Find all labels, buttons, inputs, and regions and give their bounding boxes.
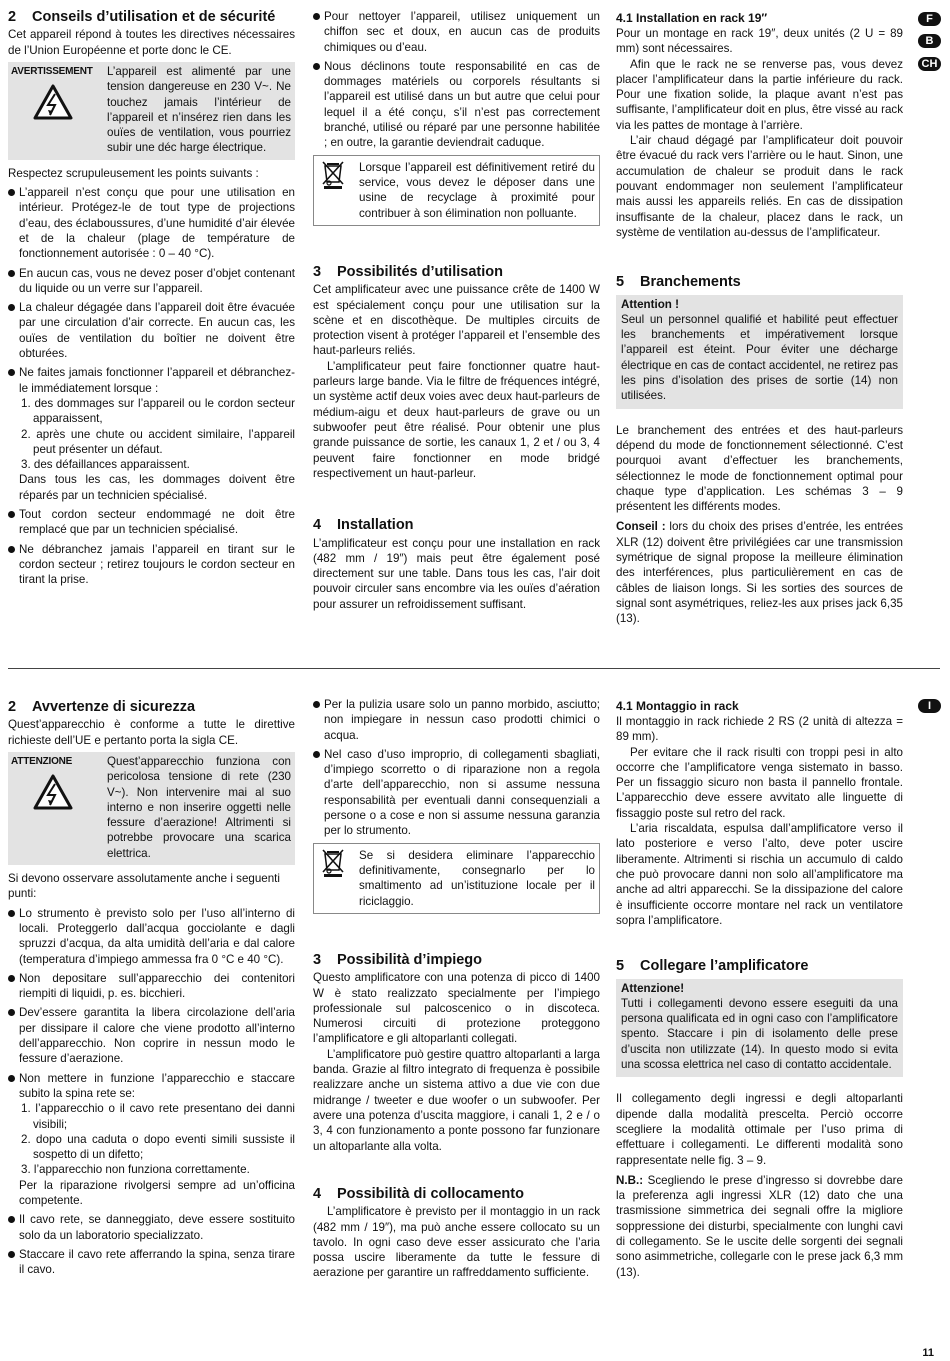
fr-section-4-heading: 4 Installation (313, 517, 414, 534)
fr-s5-p1: Le branchement des entrées et des haut-parleurs dépend du mode de fonctionnement sélectionné. C’est pourquoi avant d’effectuer les branchements, sélectionnez le mode de fonctionnement optimal pour chaque type d’application. Les schémas 3 – 9 présentent les différents modes. (616, 423, 903, 514)
crossed-bin-icon (321, 160, 345, 190)
list-item: Dev’essere garantita la libera circolazione dell’aria per dissipare il calore che viene prodotto all’interno dell’apparecchio. Non coprire in nessun modo le fessure d’aerazione. (8, 1005, 295, 1066)
it-s41-p1: Il montaggio in rack richiede 2 RS (2 unità di altezza = 89 mm). (616, 715, 903, 744)
it-section-5-heading: 5 Collegare l’amplificatore (616, 958, 809, 975)
fr-recycling-text: Lorsque l’appareil est définitivement retiré du service, vous devez le déposer dans une usine de recyclage à proximité pour contribuer à son élimination non polluante. (359, 160, 595, 220)
list-item: Lo strumento è previsto solo per l’uso all’interno di locali. Proteggerlo dall’acqua gocciolante e dagli spruzzi d’acqua, da alta umidità dell’aria e dal calore (temperatura d’impiego ammessa fra 0 °C e 40 °C). (8, 906, 295, 967)
fr-section-5-heading: 5 Branchements (616, 274, 741, 291)
fr-section-4-1-heading: 4.1 Installation en rack 19″ (616, 11, 768, 25)
fr-column-2 (313, 9, 600, 612)
it-s2-intro: Quest’apparecchio è conforme a tutte le direttive richieste dell’UE e pertanto porta la sigla CE. (8, 718, 295, 747)
lang-tab-b: B (918, 34, 941, 48)
it-column-2 (313, 697, 600, 1281)
fr-section-2-heading: 2 Conseils d’utilisation et de sécurité (8, 9, 276, 25)
list-item: Ne faites jamais fonctionner l’appareil et débranchez-le immédiatement lorsque : 1. des dommages sur l’appareil ou le cordon secteur apparaissent, 2. après une chute ou accident similaire, l’appareil peut présenter un défaut. 3. des défaillances apparaissent. Dans tous les cas, les dommages doivent être réparés par un technicien spécialisé. (8, 365, 295, 503)
fr-recycling-box (313, 155, 600, 226)
lang-tab-f: F (918, 12, 941, 26)
fr-column-3 (616, 11, 903, 626)
list-item: Non depositare sull’apparecchio dei contenitori riempiti di liquidi, p. es. bicchieri. (8, 971, 295, 1002)
it-s5-p1: Il collegamento degli ingressi e degli altoparlanti dipende dalla modalità prescelta. Perciò occorre scegliere la modalità ottimale per l’uso prima di effettuare i collegamenti. Le differenti modalità sono rappresentate nelle fig. 3 – 9. (616, 1092, 903, 1167)
fr-warning-box (8, 62, 295, 160)
it-s2-lead: Si devono osservare assolutamente anche i seguenti punti: (8, 872, 280, 901)
fr-warning-label: AVERTISSEMENT (11, 65, 93, 77)
it-s41-p2: Per evitare che il rack risulti con troppi pesi in alto occorre che l’amplificatore venga sistemato in basso. Per un fissaggio sicuro non basta il pannello frontale. L’apparecchio deve essere avvitato alle linguette di fissaggio poste sul retro del rack. (616, 745, 903, 820)
it-column-1 (8, 699, 295, 1281)
fr-column-1 (8, 9, 295, 591)
it-recycling-box (313, 843, 600, 914)
lang-tab-i: I (918, 699, 941, 713)
list-item: Pour nettoyer l’appareil, utilisez uniquement un chiffon sec et doux, en aucun cas de produits chimiques ou d’eau. (313, 9, 600, 55)
fr-s3-p2: L’amplificateur peut faire fonctionner quatre haut-parleurs large bande. Via le filtre de fréquences intégré, un système actif deux voies avec deux haut-parleurs de médium-aigu et deux haut-parleurs de grave ou un subwoofer peut être réalisé. Pour obtenir une plus grande puissance de sortie, les canaux 1, 2 et / ou 3, 4 peuvent faire fonctionner en mode bridgé respectivement un haut-parleur. (313, 359, 600, 480)
fr-safety-list-cont (313, 9, 600, 151)
it-sub-list: 1. l’apparecchio o il cavo rete presentano dei danni visibili; 2. dopo una caduta o dopo eventi simili sussiste il sospetto di un difetto; 3. l’apparecchio non funziona correttamente. Per la riparazione rivolgersi sempre ad un’officina competente. (19, 1102, 295, 1207)
fr-sub-list: 1. des dommages sur l’appareil ou le cordon secteur apparaissent, 2. après une chute ou accident similaire, l’appareil peut présenter un défaut. 3. des défaillances apparaissent. Dans tous les cas, les dommages doivent être réparés par un technicien spécialisé. (19, 396, 295, 502)
it-warning-label: ATTENZIONE (11, 755, 73, 767)
fr-section-3-heading: 3 Possibilités d’utilisation (313, 263, 503, 280)
fr-safety-list (8, 185, 295, 587)
it-safety-list-cont (313, 697, 600, 839)
it-warning-box (8, 752, 295, 865)
it-s3-p1: Questo amplificatore con una potenza di picco di 1400 W è stato realizzato specialmente per l’impiego professionale sul palcoscenico o in discoteca. Numerosi circuiti di protezione proteggono l’amplificatore e gli altoparlanti collegati. (313, 971, 600, 1046)
list-item: Per la pulizia usare solo un panno morbido, asciutto; non impiegare in nessun caso prodotti chimici o acqua. (313, 697, 600, 743)
list-item: L’appareil n’est conçu que pour une utilisation en intérieur. Protégez-le de tout type de projections d’eau, des éclaboussures, d’une humidité d’air élevée et de la chaleur (plage de température de fonctionnement autorisée : 0 – 40 °C). (8, 185, 295, 261)
it-attention-label: Attenzione! (621, 981, 685, 995)
crossed-bin-icon (321, 848, 345, 878)
fr-s3-p1: Cet amplificateur avec une puissance crête de 1400 W est spécialement conçu pour une utilisation sur la scène et en discothèque. De multiples circuits de protection visent à protéger l’appareil et l’ensemble des haut-parleurs reliés. (313, 283, 600, 358)
list-item: Nel caso d’uso improprio, di collegamenti sbagliati, d’impiego scorretto o di riparazione non a regola d’arte dell’apparecchio, non si assume nessuna responsabilità per eventuali danni consequenziali a persone o a cose e non si assume nessuna garanzia per lo strumento. (313, 747, 600, 839)
it-section-2-heading: 2 Avvertenze di sicurezza (8, 699, 196, 715)
it-s3-p2: L’amplificatore può gestire quattro altoparlanti a larga banda. Grazie al filtro integrato di frequenza è possibile realizzare anche un sistema attivo a due vie con due midrange / tweeter e due woofer o un subwoofer. Per avere una potenza d’uscita maggiore, i canali 1, 2 e / o 3, 4 con funzionamento a ponte possono far funzionare un altoparlante alla volta. (313, 1047, 600, 1153)
fr-s4-p1: L’amplificateur est conçu pour une installation en rack (482 mm / 19″) mais peut être également posé directement sur une table. Dans tous les cas, l’air doit pouvoir circuler sans encombre via les ouïes d’aération pour assurer un refroidissement suffisant. (313, 536, 600, 611)
it-column-3 (616, 699, 903, 1280)
list-item: Non mettere in funzione l’apparecchio e staccare subito la spina rete se: 1. l’apparecchio o il cavo rete presentano dei danni visibili; 2. dopo una caduta o dopo eventi simili sussiste il sospetto di un difetto; 3. l’apparecchio non funziona correttamente. Per la riparazione rivolgersi sempre ad un’officina competente. (8, 1071, 295, 1209)
list-item: Ne débranchez jamais l’appareil en tirant sur le cordon secteur ; retirez toujours le cordon secteur en tirant la prise. (8, 542, 295, 588)
fr-s41-p2: Afin que le rack ne se renverse pas, vous devez placer l’amplificateur dans la partie inférieure du rack. Pour une fixation solide, la plaque avant n’est pas suffisante, l’amplificateur doit en plus, être vissé au rack via les pattes de montage à l’arrière. (616, 57, 903, 132)
page-number: 11 (922, 1347, 934, 1359)
it-recycling-text: Se si desidera eliminare l’apparecchio definitivamente, consegnarlo per lo smaltimento ad un’istituzione locale per il riciclaggio. (359, 848, 595, 908)
list-item: Il cavo rete, se danneggiato, deve essere sostituito solo da un laboratorio specializzato. (8, 1212, 295, 1243)
it-safety-list (8, 906, 295, 1278)
it-s5-nb: N.B.: Scegliendo le prese d’ingresso si dovrebbe dare la preferenza agli ingressi XLR (12) dato che una trasmissione simmetrica dei segnali offre la migliore soppressione dei disturbi, specialmente con lunghi cavi di collegamento. Se le uscite delle sorgenti dei segnali sono asimmetriche, collegarle con le prese jack 6,3 mm (13). (616, 1173, 903, 1279)
list-item: Nous déclinons toute responsabilité en cas de dommages matériels ou corporels résultants si l’appareil est utilisé dans un but autre que celui pour lequel il a été conçu, s’il n’est pas correctement branché, utilisé ou réparé par une personne habilitée ; en outre, la garantie deviendrait caduque. (313, 59, 600, 151)
it-s41-p3: L’aria riscaldata, espulsa dall’amplificatore verso il lato posteriore e verso l’alto, deve poter uscire liberamente. Altrimenti si rischia un accumulo di caldo che può provocare danni non solo all’amplificatore ma anche ad altri apparecchi. Se la dissipazione del calore è insufficiente occorre montare nel rack un ventilatore sopra l’amplificatore. (616, 822, 903, 927)
lang-tab-ch: CH (918, 57, 941, 71)
it-s4-p1: L’amplificatore è previsto per il montaggio in un rack (482 mm / 19″), ma può anche essere collocato su un tavolo. In ogni caso deve esser assicurato che l’aria possa uscire liberamente da tutte le fessure di aerazione per garantire un raffreddamento sufficiente. (313, 1205, 600, 1280)
fr-s2-intro: Cet appareil répond à toutes les directives nécessaires de l’Union Européenne et porte donc le CE. (8, 28, 295, 57)
it-warning-text: Quest’apparecchio funziona con pericolosa tensione di rete (230 V~). Non intervenire mai al suo interno e non inserire oggetti nelle fessure d’aerazione! Altrimenti si potrebbe provocare una scarica elettrica. (107, 754, 291, 860)
fr-s41-p3: L’air chaud dégagé par l’amplificateur doit pouvoir être évacué du rack vers l’arrière ou le haut. Sinon, une accumulation de chaleur se produit dans le rack pouvant endommager non seulement l’amplificateur mais aussi les appareils reliés. En cas de dissipation insuffisante de la chaleur, placez dans le rack, un système de ventilation au-dessus de l’amplificateur. (616, 134, 903, 239)
fr-attention-box (616, 295, 903, 409)
section-divider (8, 668, 940, 669)
fr-attention-label: Attention ! (621, 297, 679, 311)
fr-warning-text: L’appareil est alimenté par une tension dangereuse en 230 V~. Ne touchez jamais l’intérieur de l’appareil et n’insérez rien dans les ouïes de ventilation, vous pourriez subir une déc harge électrique. (107, 64, 291, 155)
electric-hazard-icon (33, 84, 73, 120)
it-attention-box (616, 979, 903, 1078)
list-item: Tout cordon secteur endommagé ne doit être remplacé que par un technicien spécialisé. (8, 507, 295, 538)
list-item: Staccare il cavo rete afferrando la spina, senza tirare il cavo. (8, 1247, 295, 1278)
electric-hazard-icon (33, 774, 73, 810)
list-item: En aucun cas, vous ne devez poser d’objet contenant du liquide ou un verre sur l’appareil. (8, 266, 295, 297)
it-section-3-heading: 3 Possibilità d’impiego (313, 951, 483, 968)
fr-s41-p1: Pour un montage en rack 19″, deux unités (2 U = 89 mm) sont nécessaires. (616, 27, 903, 56)
it-section-4-1-heading: 4.1 Montaggio in rack (616, 699, 739, 713)
fr-attention-text: Seul un personnel qualifié et habilité peut effectuer les branchements et impérativement lorsque l’appareil est éteint. Pour éviter une décharge électrique en cas de contact accidentel, ne retirez pas les pins d’isolation des prises de sortie (14) non utilisées. (621, 312, 898, 403)
list-item: La chaleur dégagée dans l’appareil doit être évacuée par une circulation d’air correcte. En aucun cas, les ouïes de ventilation du boîtier ne doivent être obturées. (8, 300, 295, 361)
fr-s2-lead: Respectez scrupuleusement les points suivants : (8, 166, 259, 180)
it-section-4-heading: 4 Possibilità di collocamento (313, 1185, 524, 1202)
fr-s5-conseil: Conseil : lors du choix des prises d’entrée, les entrées XLR (12) doivent être privilégiées car une transmission symétrique de signal propose la meilleure élimination des interférences, plus particulièrement en cas de câbles de liaison longs. Si les sorties des sources de signal sont asymétriques, reliez-les aux prises jack 6,35 (13). (616, 520, 903, 626)
it-attention-text: Tutti i collegamenti devono essere eseguiti da una persona qualificata ed in ogni caso con l’amplificatore spento. Staccare i pin di isolamento delle prese d’uscita non utilizzate (14). In questo modo si evita una scossa elettrica nel caso di contatto accidentale. (621, 996, 898, 1072)
